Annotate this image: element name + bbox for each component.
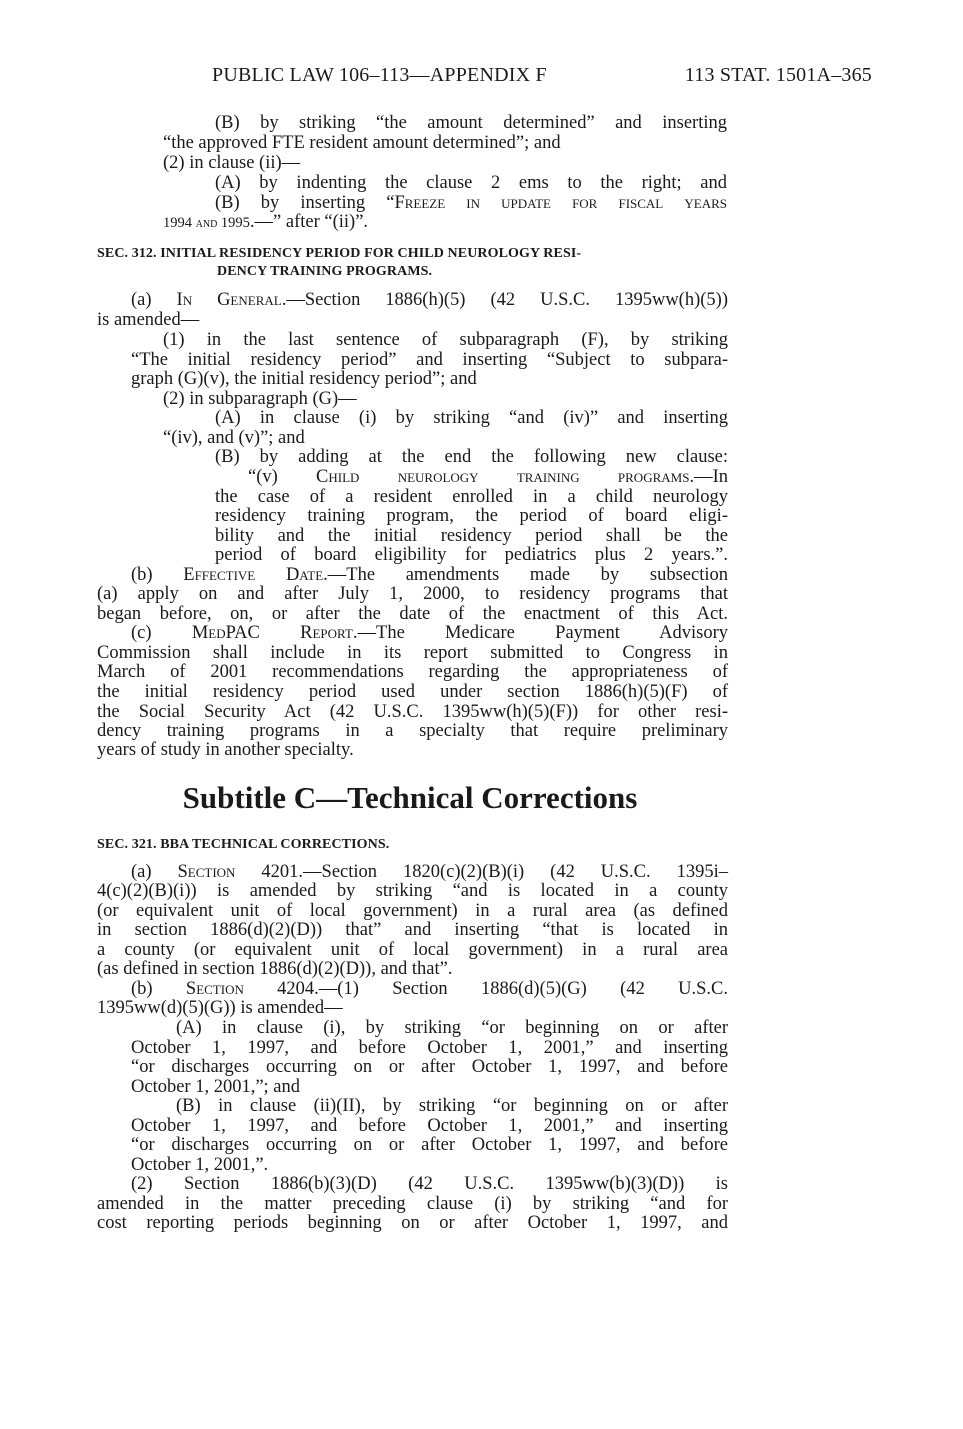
text-line: began before, on, or after the date of the enactment of this Act.	[97, 604, 728, 624]
text-line: (2) in subparagraph (G)—	[163, 389, 357, 409]
text-line: (b) Section 4204.—(1) Section 1886(d)(5)(G) (42 U.S.C.	[131, 979, 728, 999]
text-line: in section 1886(d)(2)(D)) that” and inserting “that is located in	[97, 920, 728, 940]
text-line: 4(c)(2)(B)(i)) is amended by striking “and is located in a county	[97, 881, 728, 901]
text-line: “(v) Child neurology training programs.—In	[248, 467, 728, 487]
text-line: (A) in clause (i), by striking “or beginning on or after	[176, 1018, 728, 1038]
text-line: October 1, 2001,”; and	[131, 1077, 301, 1097]
section-heading: SEC. 312. INITIAL RESIDENCY PERIOD FOR CHILD NEUROLOGY RESI-	[97, 246, 582, 261]
text-line: (B) by striking “the amount determined” and inserting	[215, 113, 727, 133]
text-line: October 1, 2001,”.	[131, 1155, 269, 1175]
text-line: (B) in clause (ii)(II), by striking “or beginning on or after	[176, 1096, 728, 1116]
text-line: the initial residency period used under section 1886(h)(5)(F) of	[97, 682, 728, 702]
text-line: (or equivalent unit of local government) in a rural area (as defined	[97, 901, 728, 921]
text-line: October 1, 1997, and before October 1, 2001,” and inserting	[131, 1116, 728, 1136]
text-line: amended in the matter preceding clause (i) by striking “and for	[97, 1194, 728, 1214]
text-line: Commission shall include in its report submitted to Congress in	[97, 643, 728, 663]
stat-reference: 113 STAT. 1501A–365	[684, 64, 872, 86]
text-line: is amended—	[97, 310, 200, 330]
text-line: bility and the initial residency period shall be the	[215, 526, 728, 546]
text-line: years of study in another specialty.	[97, 740, 354, 760]
text-line: (A) in clause (i) by striking “and (iv)” and inserting	[215, 408, 728, 428]
section-heading: SEC. 321. BBA TECHNICAL CORRECTIONS.	[97, 837, 390, 852]
text-line: (2) Section 1886(b)(3)(D) (42 U.S.C. 1395ww(b)(3)(D)) is	[131, 1174, 728, 1194]
text-line: 1395ww(d)(5)(G)) is amended—	[97, 998, 343, 1018]
text-line: “or discharges occurring on or after October 1, 1997, and before	[131, 1135, 728, 1155]
text-line: graph (G)(v), the initial residency period”; and	[131, 369, 477, 389]
text-line: “(iv), and (v)”; and	[163, 428, 305, 448]
text-line: (a) Section 4201.—Section 1820(c)(2)(B)(i) (42 U.S.C. 1395i–	[131, 862, 728, 882]
text-line: (A) by indenting the clause 2 ems to the right; and	[215, 173, 727, 193]
text-line: (a) In General.—Section 1886(h)(5) (42 U.S.C. 1395ww(h)(5))	[131, 290, 728, 310]
text-line: (c) MedPAC Report.—The Medicare Payment Advisory	[131, 623, 728, 643]
text-line: (B) by adding at the end the following new clause:	[215, 447, 728, 467]
text-line: “or discharges occurring on or after October 1, 1997, and before	[131, 1057, 728, 1077]
text-line: “The initial residency period” and inserting “Subject to subpara-	[131, 350, 728, 370]
text-line: “the approved FTE resident amount determined”; and	[163, 133, 561, 153]
text-line: (a) apply on and after July 1, 2000, to residency programs that	[97, 584, 728, 604]
text-line: a county (or equivalent unit of local government) in a rural area	[97, 940, 728, 960]
text-line: (B) by inserting “Freeze in update for fiscal years	[215, 193, 727, 213]
text-line: 1994 and 1995.—” after “(ii)”.	[163, 212, 369, 232]
text-line: period of board eligibility for pediatrics plus 2 years.”.	[215, 545, 728, 565]
text-line: October 1, 1997, and before October 1, 2001,” and inserting	[131, 1038, 728, 1058]
text-line: March of 2001 recommendations regarding the appropriateness of	[97, 662, 728, 682]
law-title: PUBLIC LAW 106–113—APPENDIX F	[212, 64, 547, 86]
text-line: cost reporting periods beginning on or after October 1, 1997, and	[97, 1213, 728, 1233]
text-line: (as defined in section 1886(d)(2)(D)), and that”.	[97, 959, 453, 979]
text-line: the Social Security Act (42 U.S.C. 1395ww(h)(5)(F)) for other resi-	[97, 702, 728, 722]
text-line: (b) Effective Date.—The amendments made by subsection	[131, 565, 728, 585]
text-line: the case of a resident enrolled in a child neurology	[215, 487, 728, 507]
text-line: (1) in the last sentence of subparagraph (F), by striking	[163, 330, 728, 350]
subtitle-heading: Subtitle C—Technical Corrections	[182, 780, 638, 815]
text-line: (2) in clause (ii)—	[163, 153, 301, 173]
section-heading: DENCY TRAINING PROGRAMS.	[217, 264, 433, 279]
text-line: dency training programs in a specialty that require preliminary	[97, 721, 728, 741]
text-line: residency training program, the period of board eligi-	[215, 506, 728, 526]
